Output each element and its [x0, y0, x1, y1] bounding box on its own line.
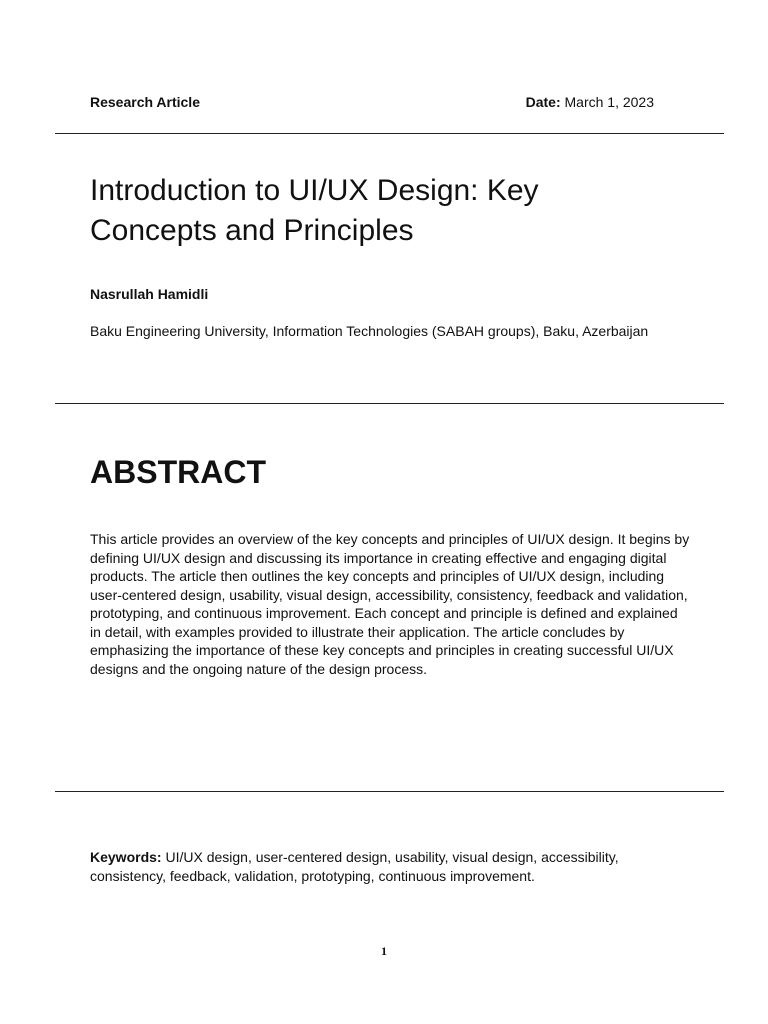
date-label: Date: [525, 94, 561, 110]
article-type-label: Research Article [90, 94, 200, 110]
title-divider [55, 403, 724, 404]
abstract-text: This article provides an overview of the key concepts and principles of UI/UX design. It begins by defining UI/UX design and discussing its importance in creating effective and engaging digital products. The article then outlines the key concepts and principles of UI/UX design, including user-centered design, usability, visual design, accessibility, consistency, feedback and validation, prototyping, and continuous improvement. Each concept and principle is defined and explained in detail, with examples provided to illustrate their application. The article concludes by emphasizing the importance of these key concepts and principles in creating successful UI/UX designs and the ongoing nature of the design process. [90, 531, 690, 677]
header-divider [55, 133, 724, 134]
keywords-label: Keywords: [90, 849, 162, 865]
abstract-heading: ABSTRACT [90, 454, 266, 490]
date-line [526, 93, 654, 111]
keywords-line [90, 848, 690, 885]
author-name: Nasrullah Hamidli [90, 286, 209, 302]
keywords-text: UI/UX design, user-centered design, usability, visual design, accessibility, consistency, feedback, validation, prototyping, continuous improvement. [90, 849, 619, 884]
page-number: 1 [381, 944, 387, 958]
abstract-divider [55, 791, 724, 792]
paper-title: Introduction to UI/UX Design: Key Concepts and Principles [90, 174, 539, 247]
page-header [90, 93, 654, 111]
date-value: March 1, 2023 [564, 94, 654, 110]
author-affiliation: Baku Engineering University, Information Technologies (SABAH groups), Baku, Azerbaijan [90, 323, 649, 339]
